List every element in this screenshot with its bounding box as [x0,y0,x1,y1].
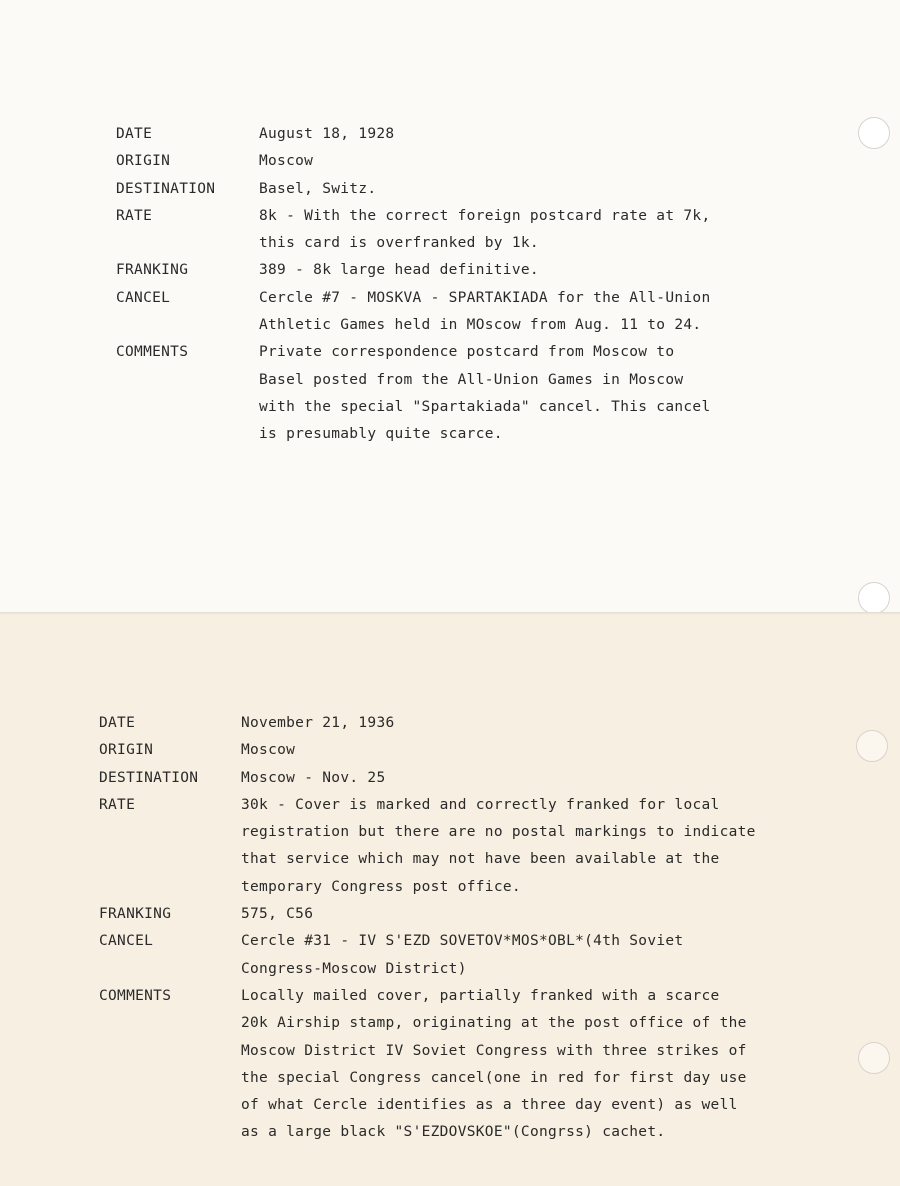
card-1936 [0,612,900,1186]
franking-row [99,901,756,928]
comments-line: Basel posted from the All-Union Games in Moscow [259,371,684,388]
franking-value: 575, C56 [241,906,314,923]
cancel-row [116,285,711,340]
comments-row [99,983,756,1147]
rate-line: temporary Congress post office. [241,878,521,895]
cancel-line: Athletic Games held in MOscow from Aug. 11 to 24. [259,317,702,334]
punch-hole [858,582,890,614]
origin-label: ORIGIN [99,742,154,759]
rate-value [259,203,711,258]
comments-line: 20k Airship stamp, originating at the post office of the [241,1015,747,1032]
comments-line: Private correspondence postcard from Moscow to [259,344,675,361]
date-row [99,710,756,737]
date-value: August 18, 1928 [259,126,395,142]
comments-line: of what Cercle identifies as a three day event) as well [241,1097,738,1114]
franking-row [116,257,711,284]
comments-value [259,339,711,448]
punch-hole [858,117,890,149]
comments-label: COMMENTS [116,344,189,361]
cancel-label: CANCEL [99,933,154,950]
destination-value: Moscow - Nov. 25 [241,769,386,786]
cancel-label: CANCEL [116,289,171,306]
destination-label: DESTINATION [99,769,199,786]
punch-hole [856,730,888,762]
comments-row [116,339,711,448]
rate-row [99,792,756,901]
origin-value: Moscow [241,742,296,759]
comments-line: Moscow District IV Soviet Congress with three strikes of [241,1042,747,1059]
destination-value: Basel, Switz. [259,180,377,197]
cancel-line: Congress-Moscow District) [241,960,467,977]
comments-label: COMMENTS [99,987,172,1004]
record-fields [99,710,756,1147]
comments-line: with the special "Spartakiada" cancel. This cancel [259,398,711,415]
date-label: DATE [116,126,153,142]
cancel-line: Cercle #7 - MOSKVA - SPARTAKIADA for the All-Union [259,289,711,306]
destination-row [99,765,756,792]
cancel-line: Cercle #31 - IV S'EZD SOVETOV*MOS*OBL*(4th Soviet [241,933,684,950]
record-fields [116,121,711,449]
origin-value: Moscow [259,153,314,170]
comments-line: the special Congress cancel(one in red for first day use [241,1069,747,1086]
rate-row [116,203,711,258]
rate-label: RATE [116,207,153,224]
cancel-value [259,285,711,340]
origin-label: ORIGIN [116,153,171,170]
rate-line: registration but there are no postal markings to indicate [241,824,756,841]
franking-label: FRANKING [116,262,189,279]
punch-hole [858,1042,890,1074]
origin-row [116,148,711,175]
rate-line: that service which may not have been available at the [241,851,720,868]
date-label: DATE [99,715,136,731]
date-value: November 21, 1936 [241,715,395,731]
origin-row [99,737,756,764]
franking-label: FRANKING [99,906,172,923]
comments-line: as a large black "S'EZDOVSKOE"(Congrss) cachet. [241,1124,666,1141]
cancel-row [99,928,756,983]
rate-value [241,792,756,901]
rate-line: 30k - Cover is marked and correctly franked for local [241,796,720,813]
cancel-value [241,928,683,983]
rate-line: 8k - With the correct foreign postcard rate at 7k, [259,207,711,224]
franking-value: 389 - 8k large head definitive. [259,262,539,279]
destination-row [116,176,711,203]
date-row [116,121,711,148]
comments-value [241,983,747,1147]
rate-line: this card is overfranked by 1k. [259,235,539,252]
rate-label: RATE [99,796,136,813]
destination-label: DESTINATION [116,180,216,197]
comments-line: is presumably quite scarce. [259,426,503,443]
comments-line: Locally mailed cover, partially franked with a scarce [241,987,720,1004]
